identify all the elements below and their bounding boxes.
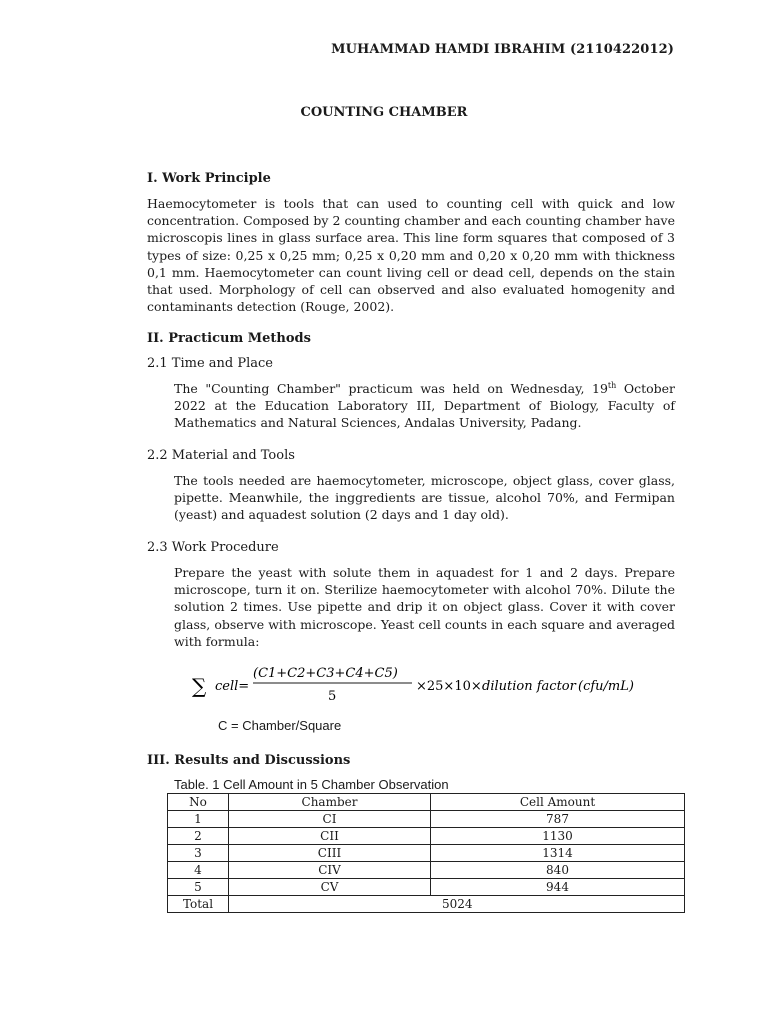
table-total-row	[168, 896, 685, 913]
cell-count-formula	[190, 660, 650, 706]
section-heading-work-principle: I. Work Principle	[147, 171, 271, 186]
formula-note: C = Chamber/Square	[218, 718, 342, 733]
subheading-procedure: 2.3 Work Procedure	[147, 540, 279, 555]
cell-no: 4	[168, 862, 229, 879]
section-heading-results: III. Results and Discussions	[147, 753, 351, 768]
cell-amount: 787	[431, 811, 685, 828]
cell-amount: 1130	[431, 828, 685, 845]
cell-amount: 944	[431, 879, 685, 896]
header-no: No	[168, 794, 229, 811]
formula-sum-symbol: ∑	[192, 674, 207, 698]
cell-chamber: CV	[229, 879, 431, 896]
table-row	[168, 879, 685, 896]
subheading-time-place: 2.1 Time and Place	[147, 356, 273, 371]
cell-chamber: CIII	[229, 845, 431, 862]
subheading-materials: 2.2 Material and Tools	[147, 448, 295, 463]
page-title: COUNTING CHAMBER	[300, 105, 468, 120]
cell-amount: 840	[431, 862, 685, 879]
table-row	[168, 862, 685, 879]
cell-chamber: CIV	[229, 862, 431, 879]
materials-paragraph: The tools needed are haemocytometer, microscope, object glass, cover glass, pipette. Meanwhile, the inggredients are tissue, alcohol 70%, and Fermipan (yeast) and aquadest solution (2 days and 1 day old).	[174, 473, 675, 523]
table-caption: Table. 1 Cell Amount in 5 Chamber Observation	[174, 777, 449, 792]
formula-dilution: dilution factor	[482, 679, 576, 694]
cell-no: 5	[168, 879, 229, 896]
formula-numerator: (C1+C2+C3+C4+C5)	[253, 666, 398, 681]
section-heading-methods: II. Practicum Methods	[147, 331, 311, 346]
author-header: MUHAMMAD HAMDI IBRAHIM (2110422012)	[331, 42, 674, 57]
table-row	[168, 811, 685, 828]
time-place-paragraph: The "Counting Chamber" practicum was held on Wednesday, 19th October 2022 at the Education Laboratory III, Department of Biology, Faculty of Mathematics and Natural Sciences, Andalas University, Padang.	[174, 380, 675, 431]
formula-multipliers: ×25×10×	[416, 679, 482, 694]
table-header-row	[168, 794, 685, 811]
cell-no: 3	[168, 845, 229, 862]
table-row	[168, 828, 685, 845]
cell-chamber: CI	[229, 811, 431, 828]
cell-chamber: CII	[229, 828, 431, 845]
total-label: Total	[168, 896, 229, 913]
cell-amount: 1314	[431, 845, 685, 862]
table-row	[168, 845, 685, 862]
formula-lhs: cell=	[215, 679, 250, 694]
header-cell-amount: Cell Amount	[431, 794, 685, 811]
formula-denominator: 5	[328, 689, 337, 704]
formula-unit: (cfu/mL)	[578, 679, 634, 694]
total-value: 5024	[229, 896, 685, 913]
header-chamber: Chamber	[229, 794, 431, 811]
cell-no: 1	[168, 811, 229, 828]
procedure-paragraph: Prepare the yeast with solute them in aquadest for 1 and 2 days. Prepare microscope, turn it on. Sterilize haemocytometer with alcohol 70%. Dilute the solution 2 times. Use pipette and drip it on object glass. Cover it with cover glass, observe with microscope. Yeast cell counts in each square and averaged with formula:	[174, 565, 675, 649]
cell-amount-table	[167, 793, 685, 913]
cell-no: 2	[168, 828, 229, 845]
work-principle-paragraph: Haemocytometer is tools that can used to counting cell with quick and low concentration. Composed by 2 counting chamber and each counting chamber have microscopis lines in glass surface area. This line form squares that composed of 3 types of size: 0,25 x 0,25 mm; 0,25 x 0,20 mm and 0,20 x 0,20 mm with thickness 0,1 mm. Haemocytometer can count living cell or dead cell, depends on the stain that used. Morphology of cell can observed and also evaluated homogenity and contaminants detection (Rouge, 2002).	[147, 196, 675, 315]
